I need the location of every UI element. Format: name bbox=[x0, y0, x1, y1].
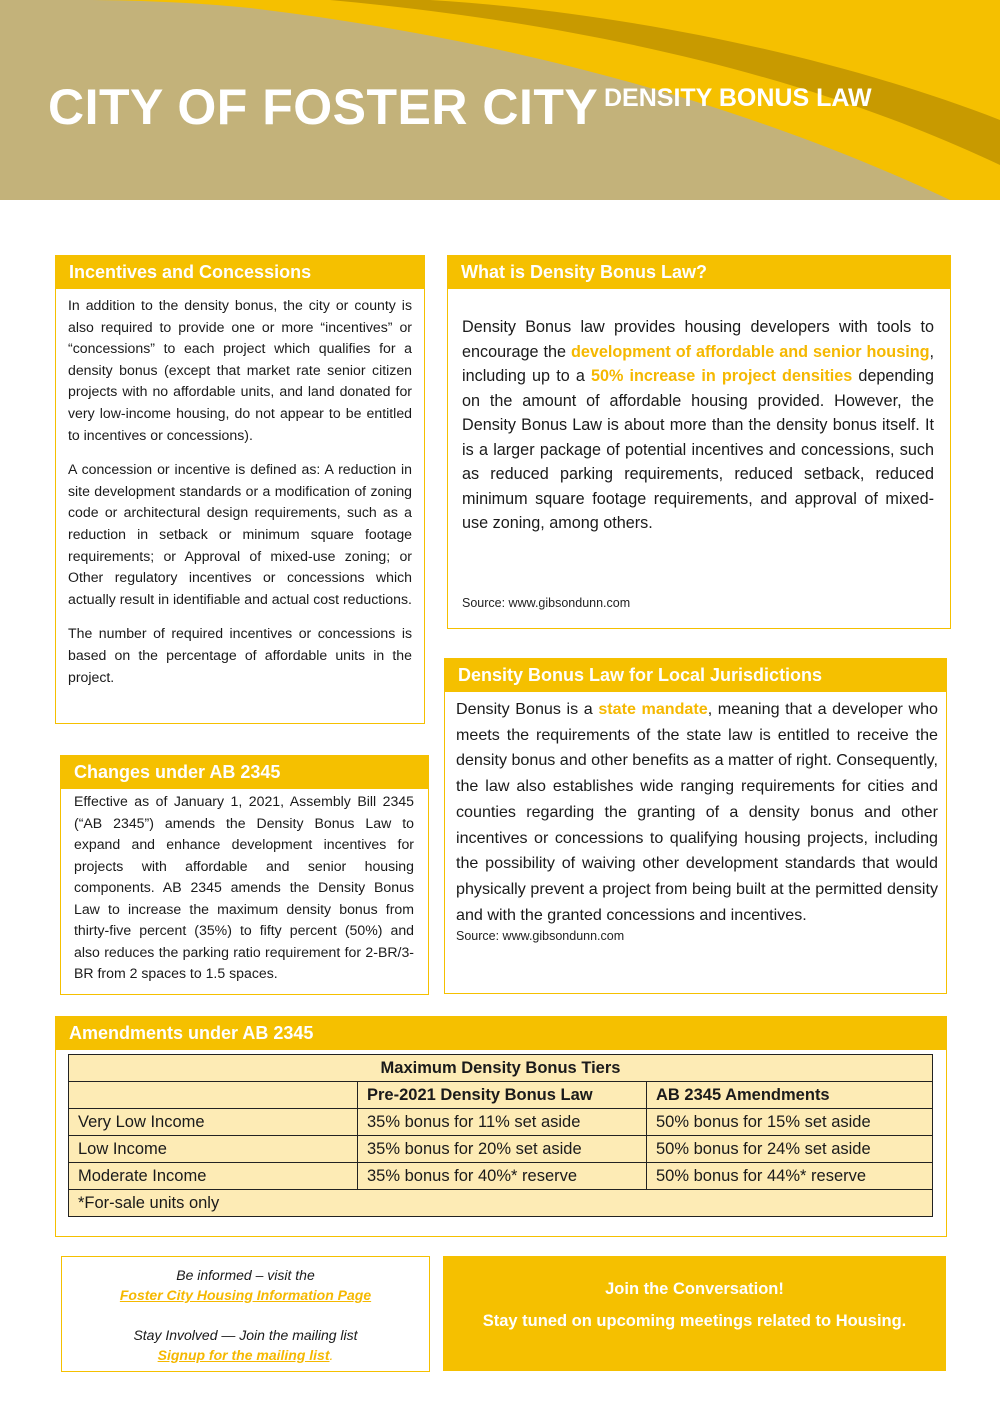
row-pre-2021: 35% bonus for 40%* reserve bbox=[358, 1163, 647, 1190]
amendments-heading: Amendments under AB 2345 bbox=[56, 1017, 946, 1050]
join-text: Join the Conversation! bbox=[605, 1280, 784, 1298]
what-is-text-2: , including up to a bbox=[462, 342, 934, 385]
incentives-paragraph-2: A concession or incentive is defined as: A reduction in site development standards or a modification of zoning code or architectural design requirements, such as a reduction in setback or minimum square footage requirements; or Approval of mixed-use zoning; or Other regulatory incentives or concessions which actually result in identifiable and actual cost reductions. bbox=[68, 461, 412, 607]
incentives-heading: Incentives and Concessions bbox=[56, 256, 424, 289]
table-header-empty bbox=[69, 1082, 358, 1109]
table-note-row bbox=[69, 1190, 933, 1217]
stay-informed-box bbox=[61, 1256, 430, 1372]
incentives-paragraph-3: The number of required incentives or concessions is based on the percentage of affordable units in the project. bbox=[68, 625, 412, 685]
local-source: Source: www.gibsondunn.com bbox=[456, 929, 625, 944]
incentives-body bbox=[56, 289, 424, 694]
page-header bbox=[0, 0, 1000, 200]
table-title: Maximum Density Bonus Tiers bbox=[69, 1055, 933, 1082]
local-jurisdictions-heading: Density Bonus Law for Local Jurisdictions bbox=[445, 659, 946, 692]
density-bonus-tiers-table bbox=[68, 1054, 933, 1217]
table-header-row bbox=[69, 1082, 933, 1109]
stay-tuned-text: Stay tuned on upcoming meetings related to Housing. bbox=[482, 1312, 907, 1330]
what-is-heading: What is Density Bonus Law? bbox=[448, 256, 950, 289]
page-subtitle: DENSITY BONUS LAW bbox=[604, 84, 872, 112]
row-pre-2021: 35% bonus for 11% set aside bbox=[358, 1109, 647, 1136]
local-jurisdictions-body bbox=[445, 692, 946, 945]
what-is-text-1: Density Bonus law provides housing developers with tools to encourage the bbox=[462, 318, 934, 361]
what-is-source: Source: www.gibsondunn.com bbox=[462, 596, 631, 610]
row-ab2345: 50% bonus for 15% set aside bbox=[647, 1109, 933, 1136]
what-is-highlight-1: development of affordable and senior housing bbox=[570, 342, 930, 361]
changes-heading: Changes under AB 2345 bbox=[61, 756, 428, 789]
local-text-2: , meaning that a developer who meets the requirements of the state law is entitled to receive the density bonus and other benefits as a matter of right. Consequently, the law also establishes wide ranging requirements for cities and counties regarding the granting of a density bonus and other incentives or concessions to qualifying housing projects, including the possibility of waiving other development standards that would physically prevent a project from being built at the permitted density and with the granted concessions and incentives. bbox=[456, 700, 938, 924]
what-is-highlight-2: 50% increase in project densities bbox=[591, 367, 853, 385]
changes-section bbox=[60, 755, 429, 995]
table-note: *For-sale units only bbox=[69, 1190, 933, 1217]
table-row bbox=[69, 1163, 933, 1190]
row-ab2345: 50% bonus for 44%* reserve bbox=[647, 1163, 933, 1190]
row-pre-2021: 35% bonus for 20% set aside bbox=[358, 1136, 647, 1163]
table-title-row bbox=[69, 1055, 933, 1082]
row-ab2345: 50% bonus for 24% set aside bbox=[647, 1136, 933, 1163]
signup-period: . bbox=[329, 1347, 334, 1363]
table-header-ab2345: AB 2345 Amendments bbox=[647, 1082, 933, 1109]
row-label: Moderate Income bbox=[69, 1163, 358, 1190]
involved-text: Stay Involved — Join the mailing list bbox=[133, 1327, 358, 1343]
table-row bbox=[69, 1109, 933, 1136]
incentives-paragraph-1: In addition to the density bonus, the city or county is also required to provide one or more “incentives” or “concessions” to each project which qualifies for a density bonus (except that market rate senior citizen projects with no affordable units, and land donated for very low-income housing, do not appear to be entitled to incentives or concessions). bbox=[68, 297, 412, 443]
table-header-pre-2021: Pre-2021 Density Bonus Law bbox=[358, 1082, 647, 1109]
local-highlight: state mandate bbox=[598, 700, 708, 718]
changes-body: Effective as of January 1, 2021, Assembly Bill 2345 (“AB 2345”) amends the Density Bonus Law to expand and enhance development incentives for projects with affordable and senior housing components. AB 2345 amends the Density Bonus Law to increase the maximum density bonus from thirty-five percent (35%) to fifty percent (50%) and also reduces the parking ratio requirement for 2-BR/3-BR from 2 spaces to 1.5 spaces. bbox=[74, 793, 414, 981]
incentives-section bbox=[55, 255, 425, 724]
page-title: CITY OF FOSTER CITY bbox=[48, 79, 599, 135]
what-is-text-3: depending on the amount of affordable housing provided. However, the Density Bonus Law is about more than the density bonus itself. It is a larger package of potential incentives and concessions, such as reduced parking requirements, reduced setback, reduced minimum square footage requirements, and approval of mixed-use zoning, among others. bbox=[462, 367, 934, 532]
housing-info-link[interactable]: Foster City Housing Information Page bbox=[119, 1287, 372, 1303]
what-is-body bbox=[448, 289, 950, 536]
local-jurisdictions-section bbox=[444, 658, 947, 994]
what-is-section bbox=[447, 255, 951, 629]
signup-link[interactable]: Signup for the mailing list bbox=[157, 1347, 330, 1363]
table-row bbox=[69, 1136, 933, 1163]
join-conversation-box bbox=[443, 1256, 946, 1371]
row-label: Very Low Income bbox=[69, 1109, 358, 1136]
informed-text: Be informed – visit the bbox=[176, 1267, 315, 1283]
row-label: Low Income bbox=[69, 1136, 358, 1163]
local-text-1: Density Bonus is a bbox=[456, 700, 599, 718]
